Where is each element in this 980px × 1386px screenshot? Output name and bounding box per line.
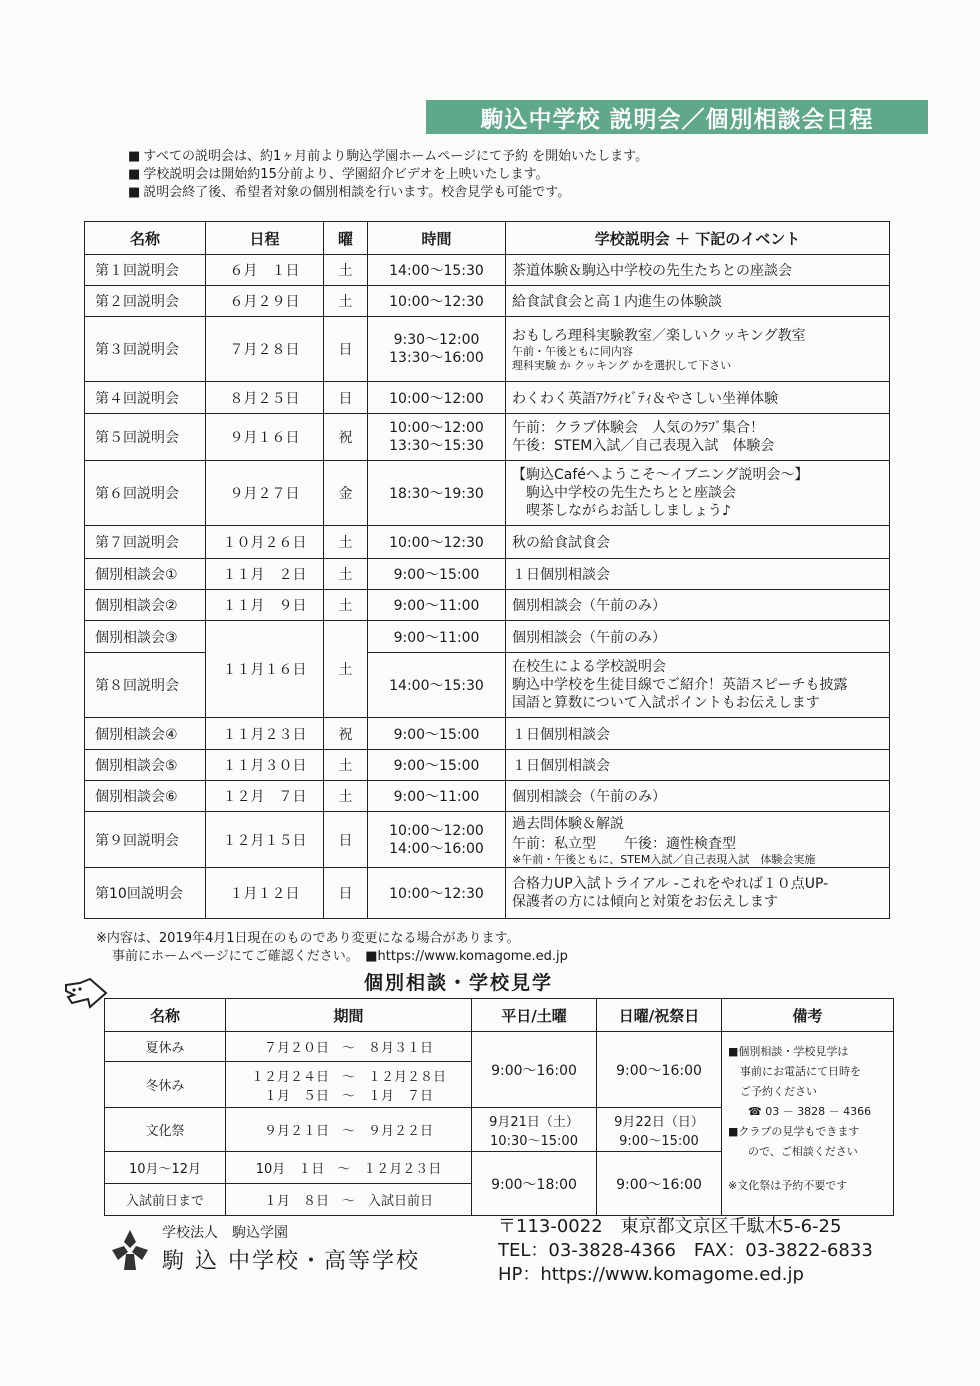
period-range: ９月２１日 ～ ９月２２日 — [226, 1108, 472, 1152]
event-day: 土 — [324, 559, 368, 590]
event-day: 土 — [324, 621, 368, 718]
col-header: 曜 — [324, 222, 368, 255]
section-title: 個別相談・学校見学 — [364, 972, 554, 994]
event-name: 第２回説明会 — [85, 286, 206, 317]
event-detail: １日個別相談会 — [506, 718, 890, 750]
event-detail: 茶道体験＆駒込中学校の先生たちとの座談会 — [506, 255, 890, 286]
event-date: １１月２３日 — [206, 718, 324, 750]
table-row — [85, 526, 890, 559]
table-row — [85, 559, 890, 590]
event-time: 9:00～11:00 — [368, 781, 506, 812]
schedule-table — [84, 221, 890, 919]
col-header: 平日/土曜 — [472, 999, 597, 1032]
event-name: 第４回説明会 — [85, 382, 206, 414]
footnote — [96, 930, 568, 966]
event-detail: 過去問体験＆解説 午前：私立型 午後：適性検査型 ※午前・午後ともに、STEM入試／自己表現入試 体験会実施 — [506, 812, 890, 868]
event-detail: 合格力UP入試トライアル -これをやれば１０点UP- 保護者の方には傾向と対策をお伝えします — [506, 868, 890, 919]
phone-fax: TEL：03-3828-4366 FAX：03-3822-6833 — [498, 1240, 873, 1261]
event-detail: 在校生による学校説明会 駒込中学校を生徒目線でご紹介！英語スピーチも披露 国語と算数について入試ポイントもお伝えします — [506, 653, 890, 718]
period-range: 10月 １日 ～ １２月２３日 — [226, 1152, 472, 1184]
page-title: 駒込中学校 説明会／個別相談会日程 — [426, 100, 928, 134]
school-name: 駒 込 中学校・高等学校 — [162, 1249, 420, 1274]
event-date: １１月 ２日 — [206, 559, 324, 590]
event-date: ７月２８日 — [206, 317, 324, 382]
event-time: 9:00～15:00 — [368, 559, 506, 590]
school-corporation: 学校法人 駒込学園 — [162, 1225, 288, 1241]
event-time: 18:30～19:30 — [368, 461, 506, 526]
event-time: 14:00～15:30 — [368, 255, 506, 286]
event-time: 10:00～12:00 13:30～15:30 — [368, 414, 506, 461]
visit-table — [104, 998, 894, 1216]
event-day: 祝 — [324, 718, 368, 750]
table-row — [85, 621, 890, 653]
event-detail: 個別相談会（午前のみ） — [506, 621, 890, 653]
event-detail: 個別相談会（午前のみ） — [506, 781, 890, 812]
table-row — [85, 750, 890, 781]
event-name: 第３回説明会 — [85, 317, 206, 382]
event-date: １１月 ９日 — [206, 590, 324, 621]
period-name: 冬休み — [105, 1062, 226, 1108]
note: ■ すべての説明会は、約1ヶ月前より駒込学園ホームページにて予約 を開始いたします。 — [128, 148, 648, 166]
note: ■ 説明会終了後、希望者対象の個別相談を行います。校舎見学も可能です。 — [128, 184, 648, 202]
event-date: ９月２７日 — [206, 461, 324, 526]
weekday-hours: 9:00～18:00 — [472, 1152, 597, 1216]
pointing-hand-icon — [62, 975, 108, 1011]
event-day: 土 — [324, 590, 368, 621]
event-time: 9:00～15:00 — [368, 750, 506, 781]
event-day: 土 — [324, 781, 368, 812]
event-name: 第８回説明会 — [85, 653, 206, 718]
table-header-row — [85, 222, 890, 255]
event-detail: 秋の給食試食会 — [506, 526, 890, 559]
period-range: １２月２４日 ～ １２月２８日 １月 ５日 ～ １月 ７日 — [226, 1062, 472, 1108]
address: 〒113-0022 東京都文京区千駄木5-6-25 — [498, 1216, 842, 1237]
event-day: 祝 — [324, 414, 368, 461]
table-row — [85, 781, 890, 812]
holiday-hours: 9:00～16:00 — [597, 1032, 722, 1108]
table-row — [85, 590, 890, 621]
col-header: 名称 — [105, 999, 226, 1032]
table-row — [85, 317, 890, 382]
event-date: ６月２９日 — [206, 286, 324, 317]
weekday-hours: 9月21日（土） 10:30～15:00 — [472, 1108, 597, 1152]
period-range: ７月２０日 ～ ８月３１日 — [226, 1032, 472, 1062]
event-detail: わくわく英語ｱｸﾃｨﾋﾞﾃｨ＆やさしい坐禅体験 — [506, 382, 890, 414]
event-time: 10:00～12:30 — [368, 868, 506, 919]
event-name: 第10回説明会 — [85, 868, 206, 919]
event-time: 10:00～12:30 — [368, 526, 506, 559]
notes — [128, 148, 648, 202]
event-date: １１月１６日 — [206, 621, 324, 718]
event-name: 第５回説明会 — [85, 414, 206, 461]
event-date: ６月 １日 — [206, 255, 324, 286]
holiday-hours: 9:00～16:00 — [597, 1152, 722, 1216]
event-name: 個別相談会② — [85, 590, 206, 621]
footnote-line: ※内容は、2019年4月1日現在のものであり変更になる場合があります。 — [96, 931, 520, 946]
event-detail: 給食試食会と高１内進生の体験談 — [506, 286, 890, 317]
event-name: 個別相談会④ — [85, 718, 206, 750]
event-time: 9:00～11:00 — [368, 590, 506, 621]
phone-icon: ☎ 03 － 3828 － 4366 — [748, 1105, 872, 1118]
event-detail: 個別相談会（午前のみ） — [506, 590, 890, 621]
event-time: 9:00～15:00 — [368, 718, 506, 750]
remarks: ■個別相談・学校見学は 事前にお電話にて日時を ご予約ください ☎ 03 － 3828 － 4366 ■クラブの見学もできます ので、ご相談ください ※文化祭は予約不要です — [722, 1032, 894, 1216]
homepage-link[interactable]: HP：https://www.komagome.ed.jp — [498, 1264, 804, 1285]
col-header: 期間 — [226, 999, 472, 1032]
event-day: 土 — [324, 286, 368, 317]
table-row — [85, 653, 890, 718]
table-row — [85, 718, 890, 750]
event-name: 第１回説明会 — [85, 255, 206, 286]
footnote-line: 事前にホームページにてご確認ください。 ■https://www.komagome.ed.jp — [112, 949, 568, 964]
table-row — [85, 414, 890, 461]
event-time: 9:00～11:00 — [368, 621, 506, 653]
table-row — [105, 1032, 894, 1062]
period-name: 文化祭 — [105, 1108, 226, 1152]
table-row — [85, 461, 890, 526]
event-date: １２月１５日 — [206, 812, 324, 868]
period-name: 夏休み — [105, 1032, 226, 1062]
table-row — [85, 382, 890, 414]
event-day: 土 — [324, 255, 368, 286]
event-day: 土 — [324, 750, 368, 781]
event-name: 第９回説明会 — [85, 812, 206, 868]
event-day: 金 — [324, 461, 368, 526]
period-name: 10月～12月 — [105, 1152, 226, 1184]
col-header: 名称 — [85, 222, 206, 255]
table-row — [85, 255, 890, 286]
event-detail: １日個別相談会 — [506, 750, 890, 781]
event-name: 第７回説明会 — [85, 526, 206, 559]
event-name: 個別相談会⑤ — [85, 750, 206, 781]
weekday-hours: 9:00～16:00 — [472, 1032, 597, 1108]
table-row — [85, 286, 890, 317]
period-name: 入試前日まで — [105, 1184, 226, 1216]
table-row — [85, 868, 890, 919]
event-day: 日 — [324, 382, 368, 414]
col-header: 日程 — [206, 222, 324, 255]
contact-info — [498, 1215, 873, 1287]
col-header: 学校説明会 ＋ 下記のイベント — [506, 222, 890, 255]
event-time: 10:00～12:00 14:00～16:00 — [368, 812, 506, 868]
event-date: １２月 ７日 — [206, 781, 324, 812]
event-name: 個別相談会① — [85, 559, 206, 590]
event-detail: 【駒込Caféへようこそ～イブニング説明会～】 駒込中学校の先生たちとと座談会 喫茶しながらお話ししましょう♪ — [506, 461, 890, 526]
holiday-hours: 9月22日（日） 9:00～15:00 — [597, 1108, 722, 1152]
event-time: 14:00～15:30 — [368, 653, 506, 718]
col-header: 時間 — [368, 222, 506, 255]
event-detail: 午前：クラブ体験会 人気のｸﾗﾌﾞ集合！ 午後：STEM入試／自己表現入試 体験会 — [506, 414, 890, 461]
event-date: １月１２日 — [206, 868, 324, 919]
event-day: 日 — [324, 868, 368, 919]
col-header: 備考 — [722, 999, 894, 1032]
event-time: 10:00～12:30 — [368, 286, 506, 317]
event-day: 日 — [324, 812, 368, 868]
event-name: 個別相談会⑥ — [85, 781, 206, 812]
event-time: 9:30～12:00 13:30～16:00 — [368, 317, 506, 382]
event-date: １１月３０日 — [206, 750, 324, 781]
period-range: １月 ８日 ～ 入試日前日 — [226, 1184, 472, 1216]
table-row — [85, 812, 890, 868]
event-name: 個別相談会③ — [85, 621, 206, 653]
event-detail: １日個別相談会 — [506, 559, 890, 590]
event-time: 10:00～12:00 — [368, 382, 506, 414]
note: ■ 学校説明会は開始約15分前より、学園紹介ビデオを上映いたします。 — [128, 166, 648, 184]
event-day: 日 — [324, 317, 368, 382]
event-day: 土 — [324, 526, 368, 559]
table-header-row — [105, 999, 894, 1032]
event-name: 第６回説明会 — [85, 461, 206, 526]
col-header: 日曜/祝祭日 — [597, 999, 722, 1032]
event-date: ８月２５日 — [206, 382, 324, 414]
event-detail: おもしろ理科実験教室／楽しいクッキング教室 午前・午後ともに同内容 理科実験 か クッキング かを選択して下さい — [506, 317, 890, 382]
event-date: ９月１６日 — [206, 414, 324, 461]
event-date: １０月２６日 — [206, 526, 324, 559]
school-logo-icon — [108, 1228, 152, 1272]
